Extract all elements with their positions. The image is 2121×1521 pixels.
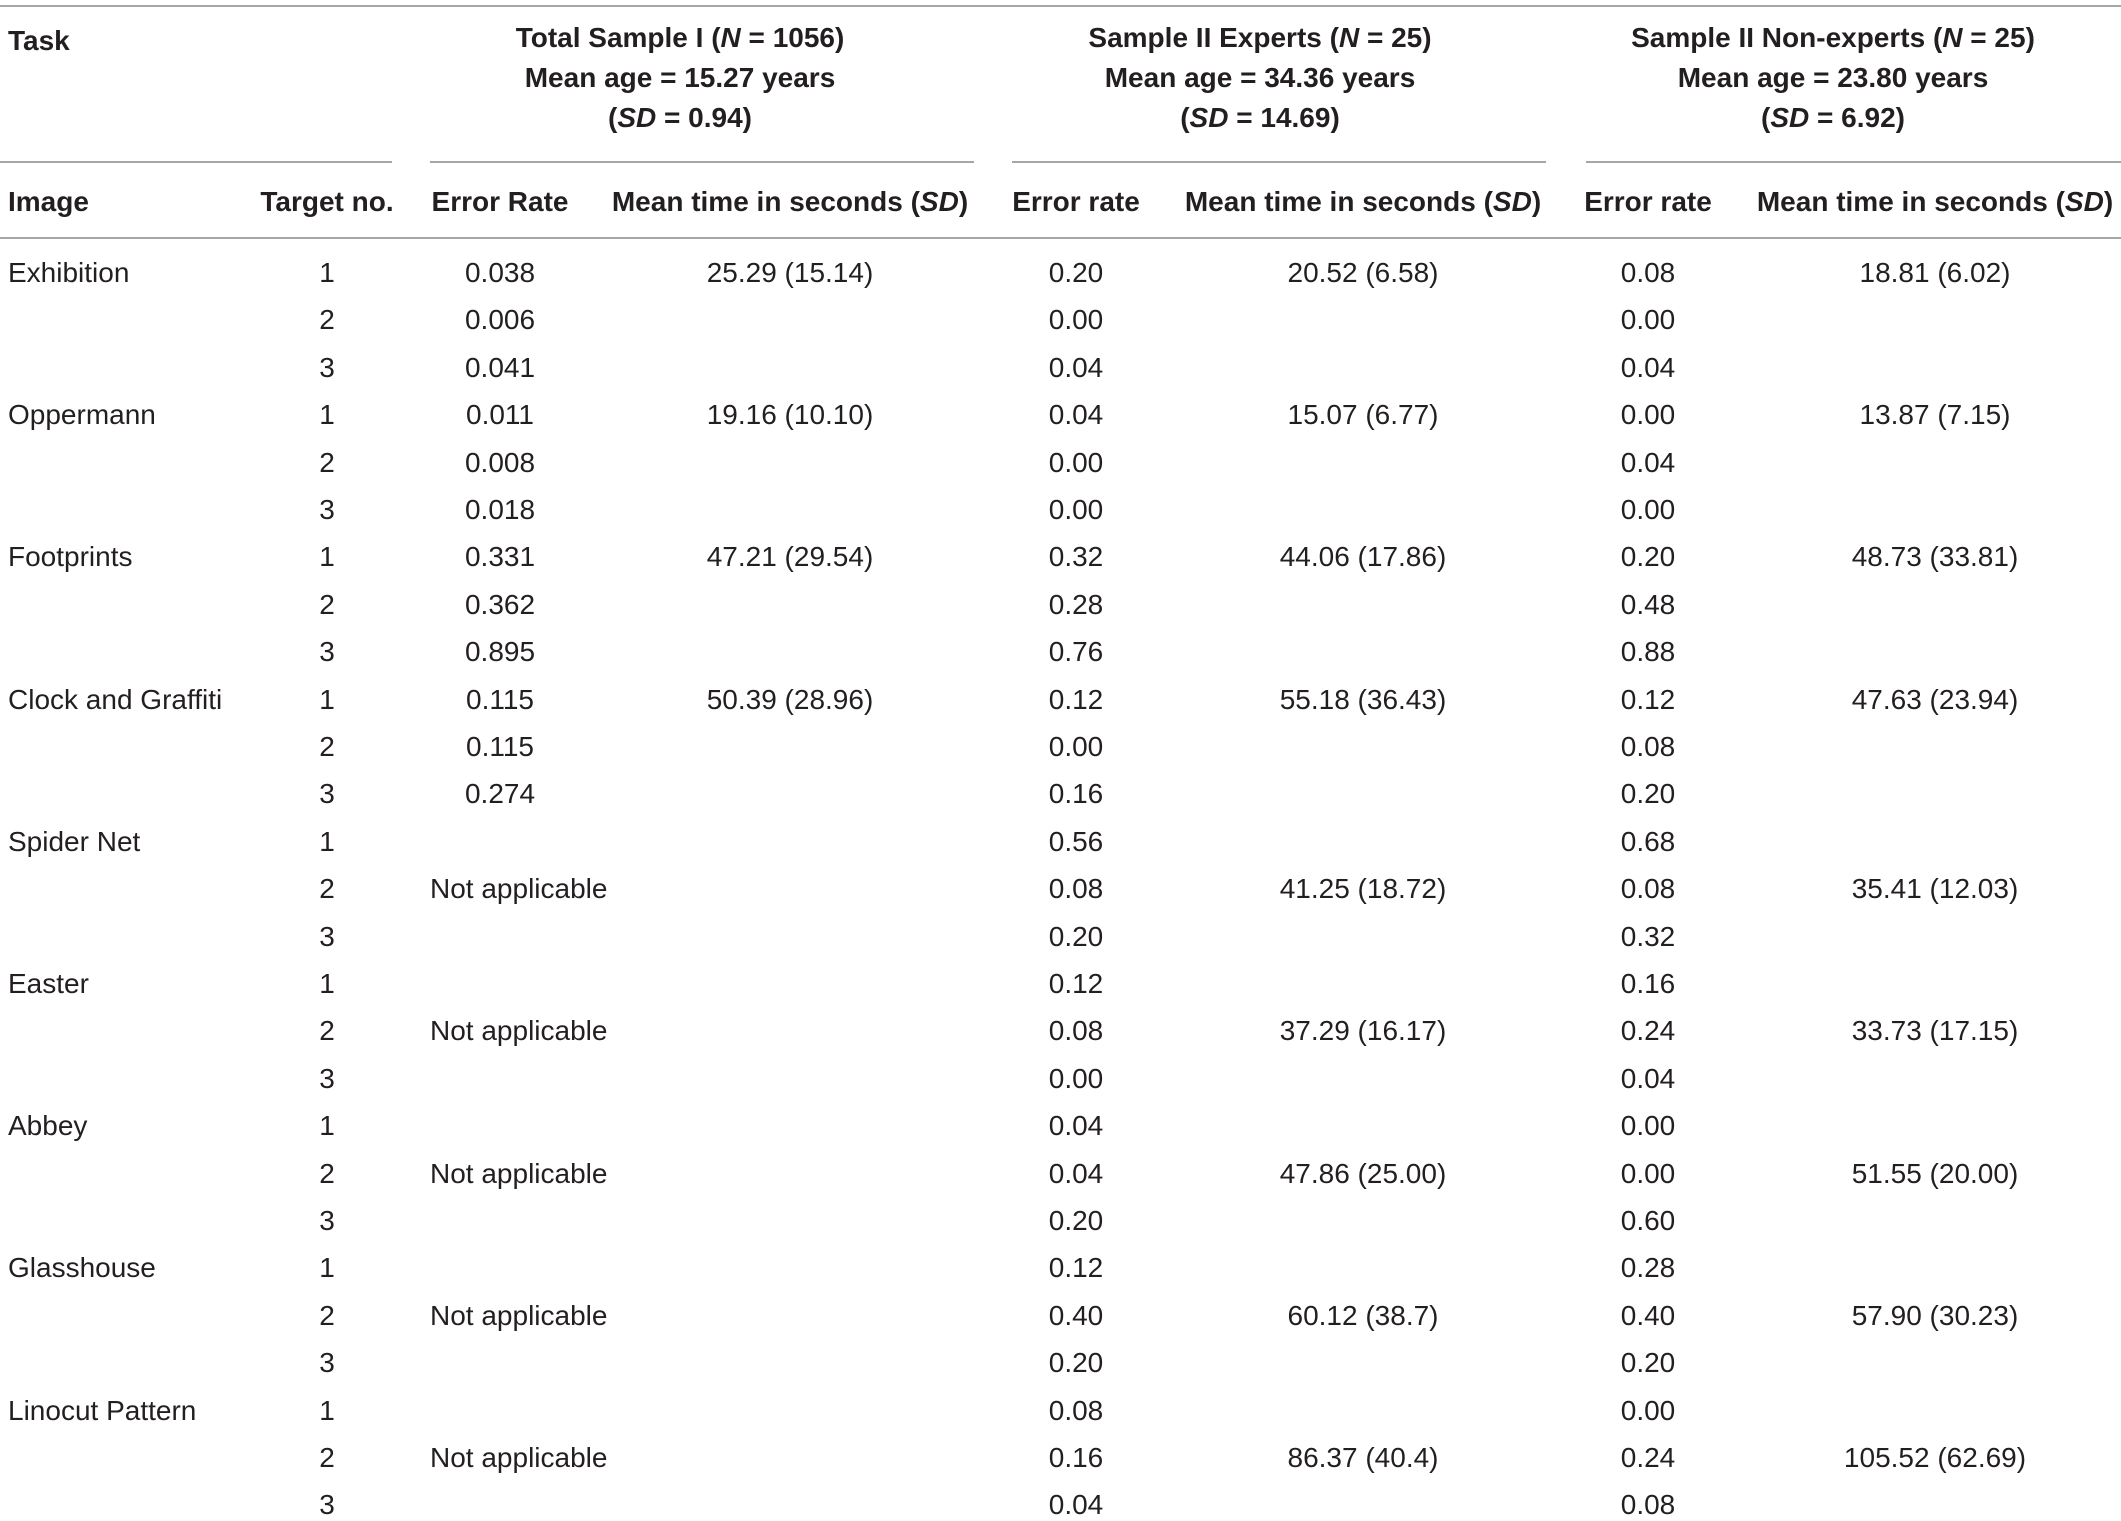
cell-target-no: 2 bbox=[319, 873, 335, 904]
group-sd: (SD = 0.94) bbox=[608, 102, 752, 133]
cell-error-rate-sample-1: 0.115 bbox=[466, 684, 534, 715]
cell-error-rate-nonexperts: 0.08 bbox=[1620, 731, 1676, 762]
cell-mean-time-experts: 47.86 (25.00) bbox=[1279, 1158, 1447, 1189]
cell-mean-time-sample-1: 47.21 (29.54) bbox=[706, 541, 874, 572]
cell-error-rate-sample-1: 0.008 bbox=[464, 447, 536, 478]
cell-mean-time-experts: 41.25 (18.72) bbox=[1279, 873, 1447, 904]
cell-target-no: 2 bbox=[319, 447, 335, 478]
cell-error-rate-experts: 0.00 bbox=[1048, 304, 1104, 335]
cell-error-rate-sample-1: 0.115 bbox=[466, 731, 534, 762]
cell-error-rate-experts: 0.40 bbox=[1048, 1300, 1104, 1331]
cell-error-rate-sample-1: 0.011 bbox=[466, 399, 534, 430]
cell-error-rate-nonexperts: 0.24 bbox=[1620, 1015, 1676, 1046]
cell-error-rate-experts: 0.12 bbox=[1048, 684, 1104, 715]
cell-mean-time-sample-1: 50.39 (28.96) bbox=[706, 684, 874, 715]
cell-error-rate-experts: 0.20 bbox=[1048, 1205, 1104, 1236]
group-header-sample-1 bbox=[516, 18, 845, 138]
col-header-mean-time-sample-1: Mean time in seconds (SD) bbox=[611, 186, 969, 217]
cell-mean-time-nonexperts: 35.41 (12.03) bbox=[1851, 873, 2019, 904]
cell-error-rate-experts: 0.12 bbox=[1048, 968, 1104, 999]
cell-target-no: 2 bbox=[319, 731, 335, 762]
cell-error-rate-nonexperts: 0.00 bbox=[1620, 1395, 1676, 1426]
group-title: Sample II Experts (N = 25) bbox=[1088, 22, 1432, 53]
cell-error-rate-nonexperts: 0.68 bbox=[1620, 826, 1676, 857]
cell-error-rate-experts: 0.04 bbox=[1048, 352, 1104, 383]
cell-error-rate-experts: 0.56 bbox=[1048, 826, 1104, 857]
group-title: Total Sample I (N = 1056) bbox=[515, 22, 845, 53]
cell-error-rate-nonexperts: 0.40 bbox=[1620, 1300, 1676, 1331]
cell-error-rate-sample-1: Not applicable bbox=[430, 1015, 608, 1046]
cell-error-rate-nonexperts: 0.28 bbox=[1620, 1252, 1676, 1283]
cell-error-rate-nonexperts: 0.04 bbox=[1620, 447, 1676, 478]
cell-error-rate-nonexperts: 0.12 bbox=[1620, 684, 1676, 715]
cell-error-rate-sample-1: 0.041 bbox=[464, 352, 536, 383]
cell-image: Linocut Pattern bbox=[8, 1395, 197, 1426]
cell-target-no: 1 bbox=[319, 1110, 335, 1141]
cell-target-no: 2 bbox=[319, 589, 335, 620]
group-sd: (SD = 14.69) bbox=[1180, 102, 1340, 133]
cell-error-rate-experts: 0.00 bbox=[1048, 494, 1104, 525]
cell-image: Easter bbox=[8, 968, 89, 999]
group-header-sample-2-experts bbox=[1088, 18, 1431, 138]
cell-error-rate-nonexperts: 0.48 bbox=[1620, 589, 1676, 620]
task-header: Task bbox=[8, 25, 70, 56]
cell-error-rate-nonexperts: 0.24 bbox=[1620, 1442, 1676, 1473]
cell-mean-time-nonexperts: 105.52 (62.69) bbox=[1843, 1442, 2027, 1473]
cell-error-rate-experts: 0.08 bbox=[1048, 1395, 1104, 1426]
cell-error-rate-nonexperts: 0.08 bbox=[1620, 257, 1676, 288]
cell-mean-time-experts: 37.29 (16.17) bbox=[1279, 1015, 1447, 1046]
group-age: Mean age = 34.36 years bbox=[1104, 62, 1416, 93]
group-header-sample-2-nonexperts bbox=[1631, 18, 2035, 138]
cell-error-rate-experts: 0.00 bbox=[1048, 1063, 1104, 1094]
cell-mean-time-nonexperts: 47.63 (23.94) bbox=[1851, 684, 2019, 715]
group-age: Mean age = 23.80 years bbox=[1677, 62, 1989, 93]
cell-error-rate-experts: 0.08 bbox=[1048, 1015, 1104, 1046]
cell-error-rate-experts: 0.08 bbox=[1048, 873, 1104, 904]
cell-image: Spider Net bbox=[8, 826, 141, 857]
cell-error-rate-experts: 0.20 bbox=[1048, 921, 1104, 952]
cell-error-rate-experts: 0.20 bbox=[1048, 257, 1104, 288]
cell-image: Abbey bbox=[8, 1110, 88, 1141]
cell-mean-time-nonexperts: 48.73 (33.81) bbox=[1851, 541, 2019, 572]
cell-error-rate-sample-1: 0.038 bbox=[464, 257, 536, 288]
cell-target-no: 3 bbox=[319, 352, 335, 383]
cell-target-no: 3 bbox=[319, 1347, 335, 1378]
cell-target-no: 1 bbox=[319, 257, 335, 288]
cell-image: Glasshouse bbox=[8, 1252, 156, 1283]
cell-error-rate-nonexperts: 0.00 bbox=[1620, 1110, 1676, 1141]
cell-image: Oppermann bbox=[8, 399, 156, 430]
cell-mean-time-experts: 44.06 (17.86) bbox=[1279, 541, 1447, 572]
header-bottom-rule bbox=[0, 237, 2121, 239]
group-age: Mean age = 15.27 years bbox=[524, 62, 836, 93]
cell-error-rate-nonexperts: 0.20 bbox=[1620, 541, 1676, 572]
cell-error-rate-experts: 0.16 bbox=[1048, 1442, 1104, 1473]
cell-target-no: 1 bbox=[319, 541, 335, 572]
group-sd: (SD = 6.92) bbox=[1761, 102, 1905, 133]
cell-error-rate-experts: 0.20 bbox=[1048, 1347, 1104, 1378]
col-header-image: Image bbox=[8, 186, 89, 217]
cell-image: Footprints bbox=[8, 541, 133, 572]
col-header-error-rate-experts: Error rate bbox=[1012, 186, 1140, 217]
cell-error-rate-experts: 0.12 bbox=[1048, 1252, 1104, 1283]
cell-mean-time-nonexperts: 18.81 (6.02) bbox=[1859, 257, 2011, 288]
cell-mean-time-sample-1: 19.16 (10.10) bbox=[706, 399, 874, 430]
cell-error-rate-nonexperts: 0.08 bbox=[1620, 1489, 1676, 1520]
cell-target-no: 2 bbox=[319, 1300, 335, 1331]
cell-image: Clock and Graffiti bbox=[8, 684, 223, 715]
cell-target-no: 3 bbox=[319, 494, 335, 525]
group-rule-sample-1 bbox=[430, 161, 974, 163]
cell-error-rate-nonexperts: 0.16 bbox=[1620, 968, 1676, 999]
cell-error-rate-sample-1: 0.274 bbox=[464, 778, 536, 809]
cell-error-rate-experts: 0.76 bbox=[1048, 636, 1104, 667]
cell-error-rate-sample-1: 0.331 bbox=[464, 541, 536, 572]
cell-error-rate-experts: 0.04 bbox=[1048, 1158, 1104, 1189]
cell-error-rate-experts: 0.04 bbox=[1048, 1110, 1104, 1141]
cell-error-rate-nonexperts: 0.00 bbox=[1620, 304, 1676, 335]
cell-error-rate-sample-1: Not applicable bbox=[430, 1158, 608, 1189]
col-header-error-rate-sample-1: Error Rate bbox=[431, 186, 569, 217]
cell-error-rate-experts: 0.28 bbox=[1048, 589, 1104, 620]
cell-target-no: 1 bbox=[319, 1252, 335, 1283]
cell-mean-time-experts: 60.12 (38.7) bbox=[1287, 1300, 1439, 1331]
group-rule-sample-2-nonexperts bbox=[1586, 161, 2121, 163]
cell-mean-time-nonexperts: 57.90 (30.23) bbox=[1851, 1300, 2019, 1331]
group-rule-task bbox=[0, 161, 392, 163]
cell-error-rate-nonexperts: 0.88 bbox=[1620, 636, 1676, 667]
cell-mean-time-experts: 86.37 (40.4) bbox=[1287, 1442, 1439, 1473]
cell-target-no: 1 bbox=[319, 826, 335, 857]
cell-mean-time-experts: 15.07 (6.77) bbox=[1287, 399, 1439, 430]
cell-error-rate-sample-1: 0.362 bbox=[464, 589, 536, 620]
cell-error-rate-nonexperts: 0.00 bbox=[1620, 399, 1676, 430]
cell-mean-time-experts: 55.18 (36.43) bbox=[1279, 684, 1447, 715]
cell-target-no: 2 bbox=[319, 304, 335, 335]
cell-mean-time-nonexperts: 33.73 (17.15) bbox=[1851, 1015, 2019, 1046]
cell-error-rate-nonexperts: 0.20 bbox=[1620, 778, 1676, 809]
cell-mean-time-sample-1: 25.29 (15.14) bbox=[706, 257, 874, 288]
cell-target-no: 1 bbox=[319, 1395, 335, 1426]
cell-target-no: 2 bbox=[319, 1442, 335, 1473]
cell-target-no: 1 bbox=[319, 684, 335, 715]
cell-error-rate-experts: 0.00 bbox=[1048, 447, 1104, 478]
cell-error-rate-experts: 0.04 bbox=[1048, 399, 1104, 430]
cell-error-rate-experts: 0.32 bbox=[1048, 541, 1104, 572]
cell-error-rate-sample-1: Not applicable bbox=[430, 1300, 608, 1331]
cell-error-rate-nonexperts: 0.00 bbox=[1620, 1158, 1676, 1189]
cell-error-rate-experts: 0.00 bbox=[1048, 731, 1104, 762]
cell-target-no: 1 bbox=[319, 968, 335, 999]
cell-target-no: 3 bbox=[319, 636, 335, 667]
cell-error-rate-nonexperts: 0.20 bbox=[1620, 1347, 1676, 1378]
cell-mean-time-nonexperts: 51.55 (20.00) bbox=[1851, 1158, 2019, 1189]
cell-target-no: 3 bbox=[319, 921, 335, 952]
cell-error-rate-nonexperts: 0.08 bbox=[1620, 873, 1676, 904]
cell-target-no: 3 bbox=[319, 1489, 335, 1520]
cell-target-no: 3 bbox=[319, 1063, 335, 1094]
cell-error-rate-nonexperts: 0.00 bbox=[1620, 494, 1676, 525]
cell-error-rate-nonexperts: 0.32 bbox=[1620, 921, 1676, 952]
col-header-target: Target no. bbox=[260, 186, 394, 217]
cell-target-no: 3 bbox=[319, 778, 335, 809]
cell-error-rate-sample-1: Not applicable bbox=[430, 873, 608, 904]
cell-error-rate-sample-1: 0.006 bbox=[464, 304, 536, 335]
cell-error-rate-sample-1: Not applicable bbox=[430, 1442, 608, 1473]
col-header-mean-time-experts: Mean time in seconds (SD) bbox=[1184, 186, 1542, 217]
cell-error-rate-experts: 0.04 bbox=[1048, 1489, 1104, 1520]
cell-error-rate-nonexperts: 0.04 bbox=[1620, 1063, 1676, 1094]
group-rule-sample-2-experts bbox=[1012, 161, 1546, 163]
group-title: Sample II Non-experts (N = 25) bbox=[1631, 22, 2035, 53]
cell-mean-time-nonexperts: 13.87 (7.15) bbox=[1859, 399, 2011, 430]
top-rule bbox=[0, 5, 2121, 7]
cell-error-rate-sample-1: 0.018 bbox=[464, 494, 536, 525]
cell-error-rate-nonexperts: 0.60 bbox=[1620, 1205, 1676, 1236]
cell-target-no: 2 bbox=[319, 1158, 335, 1189]
col-header-mean-time-nonexperts: Mean time in seconds (SD) bbox=[1756, 186, 2114, 217]
cell-mean-time-experts: 20.52 (6.58) bbox=[1287, 257, 1439, 288]
cell-error-rate-nonexperts: 0.04 bbox=[1620, 352, 1676, 383]
col-header-error-rate-nonexperts: Error rate bbox=[1584, 186, 1712, 217]
cell-target-no: 3 bbox=[319, 1205, 335, 1236]
cell-target-no: 2 bbox=[319, 1015, 335, 1046]
cell-image: Exhibition bbox=[8, 257, 130, 288]
cell-error-rate-sample-1: 0.895 bbox=[464, 636, 536, 667]
cell-target-no: 1 bbox=[319, 399, 335, 430]
cell-error-rate-experts: 0.16 bbox=[1048, 778, 1104, 809]
